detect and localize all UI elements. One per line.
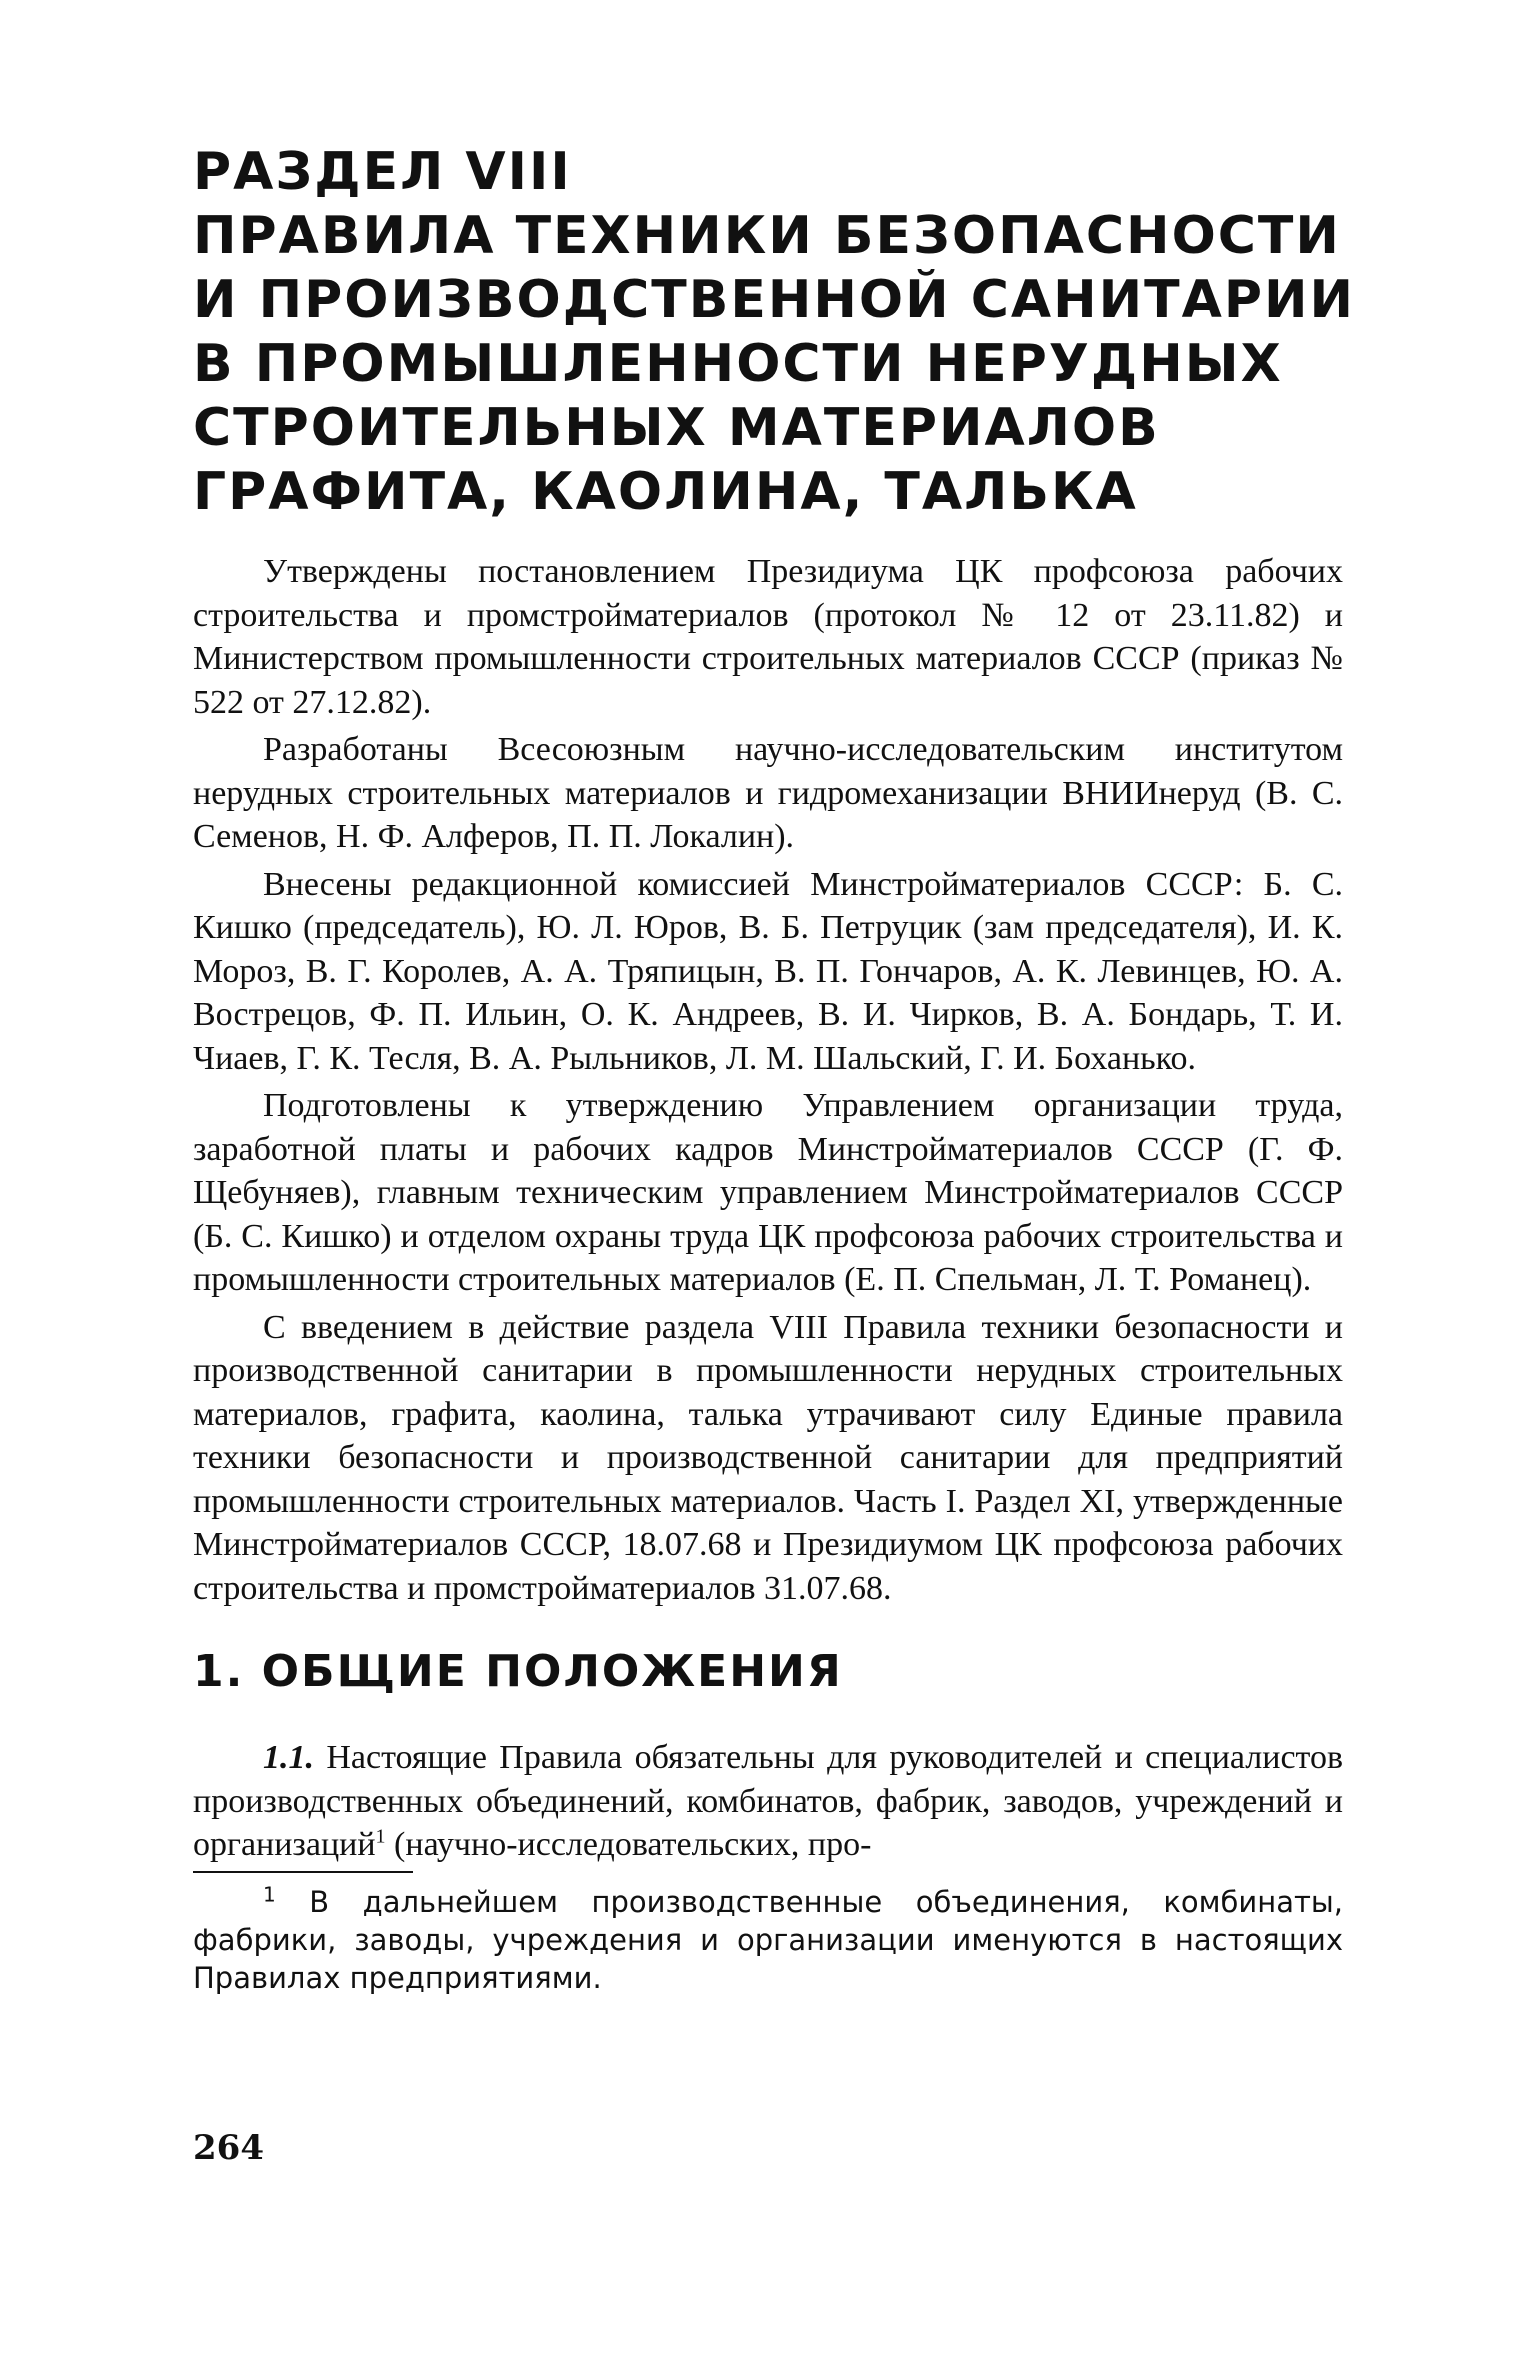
- footnote-divider: [193, 1871, 413, 1873]
- section-heading: 1. ОБЩИЕ ПОЛОЖЕНИЯ: [193, 1646, 843, 1697]
- section-title: [193, 140, 1356, 524]
- footnote-text: В дальнейшем производственные объединения, комбинаты, фабрики, заводы, учреждения и организации именуются в настоящих Правилах предприятиями.: [193, 1884, 1343, 1995]
- footnote-reference: 1: [375, 1825, 386, 1848]
- developer-paragraph: Разработаны Всесоюзным научно-исследовательским институтом нерудных строительных материалов и гидромеханизации ВНИИнеруд (В. С. Семенов, Н. Ф. Алферов, П. П. Локалин).: [193, 731, 1343, 855]
- clause-number: 1.1.: [263, 1739, 314, 1776]
- title-line: ГРАФИТА, КАОЛИНА, ТАЛЬКА: [193, 462, 1138, 522]
- footnote: [193, 1883, 1343, 1997]
- clause-text-continued: (научно-исследовательских, про-: [385, 1826, 872, 1863]
- clause-text: Настоящие Правила обязательны для руководителей и специалистов производственных объединений, комбинатов, фабрик, заводов, учреждений и организаций: [193, 1739, 1343, 1863]
- clause-1-1: [193, 1736, 1343, 1867]
- approval-paragraph: Утверждены постановлением Президиума ЦК профсоюза рабочих строительства и промстройматериалов (протокол № 12 от 23.11.82) и Министерством промышленности строительных материалов СССР (приказ № 522 от 27.12.82).: [193, 553, 1343, 721]
- title-line: СТРОИТЕЛЬНЫХ МАТЕРИАЛОВ: [193, 398, 1160, 458]
- title-line: ПРАВИЛА ТЕХНИКИ БЕЗОПАСНОСТИ: [193, 206, 1341, 266]
- effect-paragraph: С введением в действие раздела VIII Правила техники безопасности и производственной санитарии в промышленности нерудных строительных материалов, графита, каолина, талька утрачивают силу Единые правила техники безопасности и производственной санитарии для предприятий промышленности строительных материалов. Часть I. Раздел XI, утвержденные Минстройматериалов СССР, 18.07.68 и Президиумом ЦК профсоюза рабочих строительства и промстройматериалов 31.07.68.: [193, 1308, 1343, 1607]
- title-line: РАЗДЕЛ VIII: [193, 142, 572, 202]
- page-number: 264: [193, 2128, 264, 2168]
- title-line: В ПРОМЫШЛЕННОСТИ НЕРУДНЫХ: [193, 334, 1283, 394]
- document-page: [193, 140, 1356, 1997]
- committee-paragraph: Внесены редакционной комиссией Минстройматериалов СССР: Б. С. Кишко (председатель), Ю. Л. Юров, В. Б. Петруцик (зам председателя), И. К. Мороз, В. Г. Королев, А. А. Тряпицын, В. П. Гончаров, А. К. Левинцев, Ю. А. Вострецов, Ф. П. Ильин, О. К. Андреев, В. И. Чирков, В. А. Бондарь, Т. И. Чиаев, Г. К. Тесля, В. А. Рыльников, Л. М. Шальский, Г. И. Боханько.: [193, 865, 1343, 1077]
- footnote-mark: 1: [263, 1881, 276, 1906]
- title-line: И ПРОИЗВОДСТВЕННОЙ САНИТАРИИ: [193, 270, 1356, 330]
- preparation-paragraph: Подготовлены к утверждению Управлением организации труда, заработной платы и рабочих кадров Минстройматериалов СССР (Г. Ф. Щебуняев), главным техническим управлением Минстройматериалов СССР (Б. С. Кишко) и отделом охраны труда ЦК профсоюза рабочих строительства и промышленности строительных материалов (Е. П. Спельман, Л. Т. Романец).: [193, 1087, 1343, 1298]
